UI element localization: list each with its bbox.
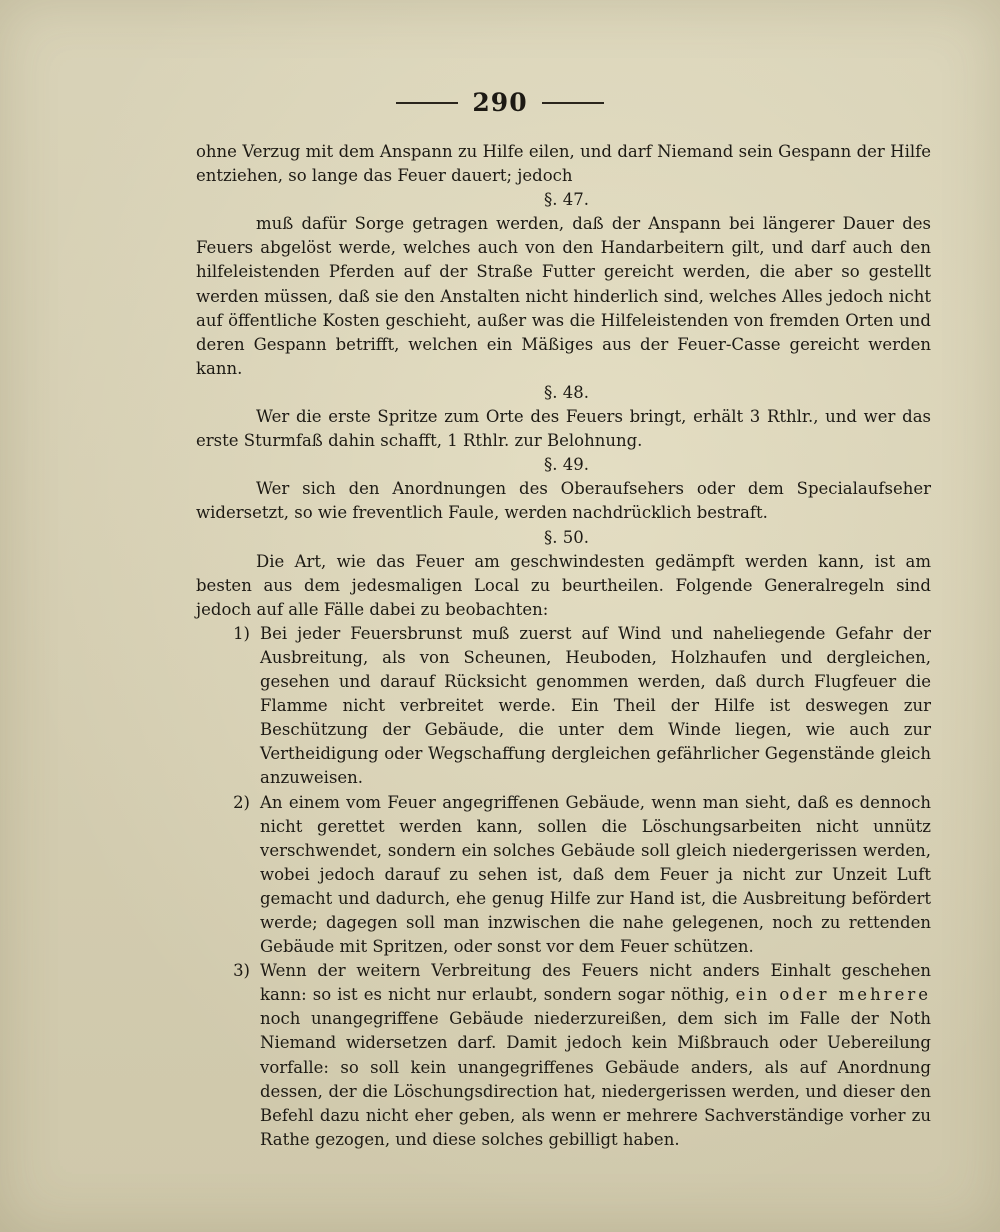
list-item bbox=[196, 622, 931, 791]
section-heading-49: §. 49. bbox=[544, 455, 589, 475]
page-number: 290 bbox=[472, 88, 528, 117]
list-item-number: 2) bbox=[233, 792, 250, 812]
list-item-text: An einem vom Feuer angegriffenen Gebäude, wenn man sieht, daß es dennoch nicht gerettet werden kann, sollen die Löschungsarbeiten nicht unnütz verschwendet, sondern ein solches Gebäude soll gleich niedergerissen werden, wobei jedoch darauf zu sehen ist, daß dem Feuer ja nicht zur Unzeit Luft gemacht und dadurch, ehe genug Hilfe zur Hand ist, die Ausbreitung befördert werde; dagegen soll man inzwischen die nahe gelegenen, noch zu rettenden Gebäude mit Spritzen, oder sonst vor dem Feuer schützen. bbox=[260, 792, 931, 957]
paragraph-50: Die Art, wie das Feuer am geschwindesten gedämpft werden kann, ist am besten aus dem jedesmaligen Local zu beurtheilen. Folgende Generalregeln sind jedoch auf alle Fälle dabei zu beobachten: bbox=[196, 551, 931, 619]
paragraph-47: muß dafür Sorge getragen werden, daß der Anspann bei längerer Dauer des Feuers abgelöst werde, welches auch von den Handarbeitern gilt, und darf auch den hilfeleistenden Pferden auf der Straße Futter gereicht werden, die aber so gestellt werden müssen, daß sie den Anstalten nicht hinderlich sind, welches Alles jedoch nicht auf öffentliche Kosten geschieht, außer was die Hilfeleistenden von fremden Orten und deren Gespann betrifft, welchen ein Mäßiges aus der Feuer-Casse gereicht werden kann. bbox=[196, 214, 931, 378]
section-heading-50: §. 50. bbox=[544, 527, 589, 547]
paragraph-continuation: ohne Verzug mit dem Anspann zu Hilfe eilen, und darf Niemand sein Gespann der Hilfe entziehen, so lange das Feuer dauert; jedoch bbox=[196, 142, 931, 186]
list-item-text: Bei jeder Feuersbrunst muß zuerst auf Wind und naheliegende Gefahr der Ausbreitung, als von Scheunen, Heuboden, Holzhaufen und dergleichen, gesehen und darauf Rücksicht genommen werden, daß durch Flugfeuer die Flamme nicht verbreitet werde. Ein Theil der Hilfe ist deswegen zur Beschützung der Gebäude, die unter dem Winde liegen, wie auch zur Vertheidigung oder Wegschaffung dergleichen gefährlicher Gegenstände gleich anzuweisen. bbox=[260, 623, 931, 788]
list-item bbox=[196, 791, 931, 960]
list-item-text-part: noch unangegriffene Gebäude niederzureißen, dem sich im Falle der Noth Niemand widersetzen darf. Damit jedoch kein Mißbrauch oder Uebereilung vorfalle: so soll kein unangegriffenes Gebäude anders, als auf Anordnung dessen, der die Löschungsdirection hat, niedergerissen werden, und dieser den Befehl dazu nicht eher geben, als wenn er mehrere Sachverständige vorher zu Rathe gezogen, und diese solches gebilligt haben. bbox=[260, 1009, 931, 1149]
list-item-text bbox=[260, 959, 931, 1152]
header-rule-left bbox=[396, 102, 458, 104]
section-heading-47: §. 47. bbox=[544, 190, 589, 210]
body-text bbox=[196, 140, 931, 1152]
list-item-number: 1) bbox=[233, 623, 250, 643]
header-rule-right bbox=[542, 102, 604, 104]
paragraph-49: Wer sich den Anordnungen des Oberaufsehers oder dem Specialaufseher widersetzt, so wie freventlich Faule, werden nachdrücklich bestraft. bbox=[196, 479, 931, 523]
list-item-number: 3) bbox=[233, 961, 250, 981]
page-header bbox=[0, 88, 1000, 117]
list-item bbox=[196, 959, 931, 1152]
emphasized-text: ein oder mehrere bbox=[735, 985, 932, 1005]
list-item-text-part: Wenn der weitern Verbreitung des Feuers nicht anders Einhalt geschehen kann: so ist es nicht nur erlaubt, sondern sogar nöthig, bbox=[260, 961, 931, 1005]
section-heading-48: §. 48. bbox=[544, 382, 589, 402]
paragraph-48: Wer die erste Spritze zum Orte des Feuers bringt, erhält 3 Rthlr., und wer das erste Sturmfaß dahin schafft, 1 Rthlr. zur Belohnung. bbox=[196, 407, 931, 451]
